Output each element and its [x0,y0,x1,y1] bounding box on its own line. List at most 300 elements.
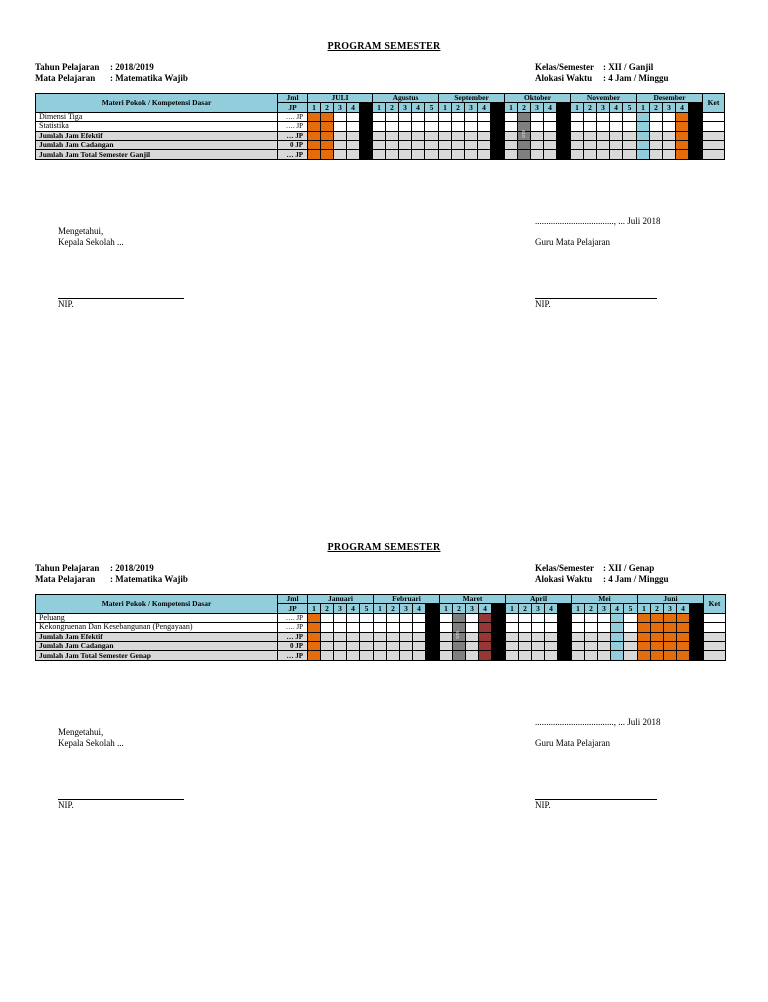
header-info-left [35,563,188,585]
summary-label: Jumlah Jam Cadangan [36,641,278,650]
week-number: 1 [571,103,584,112]
week-cell [321,632,334,641]
week-number: 5 [425,103,439,112]
week-cell [558,613,572,622]
week-cell [425,131,439,140]
week-cell [664,613,677,622]
week-cell [571,112,584,121]
week-cell [386,112,399,121]
week-cell [519,641,532,650]
jp-cell: … JP [278,150,308,159]
kepala-sekolah-text: Kepala Sekolah ... [58,237,124,247]
summary-label: Jumlah Jam Total Semester Genap [36,651,278,660]
month-header: Desember [637,94,703,103]
week-cell [425,112,439,121]
week-cell [571,131,584,140]
week-number: 2 [585,604,598,613]
week-cell [360,150,373,159]
week-cell [347,122,360,131]
week-cell [650,150,663,159]
week-number: 1 [572,604,585,613]
week-cell [505,131,518,140]
header-materi: Materi Pokok / Kompetensi Dasar [36,94,278,113]
week-cell [440,641,453,650]
week-cell [518,140,531,149]
alokasi-label: Alokasi Waktu [535,574,593,584]
week-cell [663,140,676,149]
week-cell [334,122,347,131]
week-cell [584,112,597,121]
week-number: 4 [676,103,689,112]
week-cell [308,122,321,131]
week-cell [624,641,638,650]
week-cell [308,623,321,632]
summary-label: Jumlah Jam Efektif [36,131,278,140]
week-cell [571,150,584,159]
week-cell [400,623,413,632]
week-number: 4 [412,103,425,112]
week-cell [506,632,519,641]
week-cell [597,140,610,149]
guru-text: Guru Mata Pelajaran [535,237,610,247]
week-cell [360,632,374,641]
week-cell [308,112,321,121]
week-number: 2 [452,103,465,112]
week-cell [638,641,651,650]
week-number [557,103,571,112]
week-cell [677,641,690,650]
materi-cell: Kekongruenan Dan Kesebangunan (Pengayaan) [36,623,278,632]
kelas-value: : XII / Ganjil [603,62,654,72]
week-cell [610,122,623,131]
week-cell [532,641,545,650]
week-cell [623,150,637,159]
week-cell [506,623,519,632]
week-cell [664,632,677,641]
week-cell [321,623,334,632]
week-cell [466,651,479,660]
week-cell [347,150,360,159]
header-info-left [35,62,188,84]
month-header: Oktober [505,94,571,103]
week-number: 1 [308,103,321,112]
alokasi-value: : 4 Jam / Minggu [603,574,669,584]
week-cell [584,140,597,149]
kelas-label: Kelas/Semester [535,563,594,573]
week-cell [321,613,334,622]
week-cell [664,623,677,632]
week-cell [532,623,545,632]
table-row [36,632,726,641]
week-cell [374,641,387,650]
week-cell [413,632,426,641]
week-number [426,604,440,613]
week-cell [689,131,703,140]
week-number: 4 [478,103,491,112]
week-cell [386,122,399,131]
week-cell [479,632,492,641]
week-cell [465,131,478,140]
week-cell [531,112,544,121]
week-cell [399,122,412,131]
week-cell [491,150,505,159]
week-cell [650,131,663,140]
week-cell [690,623,704,632]
week-cell [664,651,677,660]
week-cell [611,632,624,641]
week-cell [479,623,492,632]
guru-text: Guru Mata Pelajaran [535,738,610,748]
week-cell [453,613,466,622]
week-cell [374,623,387,632]
week-cell [412,112,425,121]
ket-cell [704,632,726,641]
week-cell [347,112,360,121]
week-cell [492,641,506,650]
week-cell [624,623,638,632]
week-cell [412,150,425,159]
week-cell [334,112,347,121]
week-cell [465,150,478,159]
week-cell [585,632,598,641]
week-number: 3 [531,103,544,112]
week-cell [532,632,545,641]
week-cell [519,613,532,622]
signature-line-left [58,292,184,299]
week-cell [557,122,571,131]
week-cell [544,112,557,121]
week-cell [360,623,374,632]
week-cell [598,651,611,660]
jp-cell: … JP [278,651,308,660]
ket-cell [704,651,726,660]
week-cell [545,641,558,650]
table-row [36,131,725,140]
week-cell [321,131,334,140]
week-number: 4 [544,103,557,112]
ket-cell [703,150,725,159]
week-cell [610,150,623,159]
nip-left: NIP. [58,299,74,309]
ket-cell [703,122,725,131]
week-cell [360,131,373,140]
mengetahui-text: Mengetahui, [58,727,104,737]
week-cell [360,641,374,650]
week-number: 2 [519,604,532,613]
week-number: 3 [334,604,347,613]
week-cell [623,122,637,131]
uts-vertical-label: UTS [521,130,526,138]
week-cell [558,641,572,650]
week-cell [400,613,413,622]
week-number: 2 [584,103,597,112]
week-cell [663,112,676,121]
week-cell [426,632,440,641]
week-cell [663,131,676,140]
week-cell [558,632,572,641]
week-cell [453,651,466,660]
week-cell [308,131,321,140]
week-cell [505,112,518,121]
week-cell [637,112,650,121]
month-header: Maret [440,595,506,604]
week-cell [664,641,677,650]
week-cell [571,122,584,131]
week-number: 3 [399,103,412,112]
table-row [36,140,725,149]
week-number: 1 [505,103,518,112]
week-cell [334,641,347,650]
week-cell [663,150,676,159]
week-cell [545,651,558,660]
week-cell [531,150,544,159]
week-cell [478,112,491,121]
date-line: ..................................., ... Juli 2018 [535,216,661,226]
month-header: Februari [374,595,440,604]
week-cell [584,150,597,159]
kelas-label: Kelas/Semester [535,62,594,72]
tahun-value: : 2018/2019 [110,62,154,72]
week-cell [545,623,558,632]
week-cell [425,150,439,159]
week-cell [387,613,400,622]
week-cell [334,632,347,641]
week-cell [360,613,374,622]
week-cell [623,112,637,121]
week-cell [440,632,453,641]
week-cell [374,632,387,641]
jp-cell: …. JP [278,122,308,131]
week-cell [439,131,452,140]
nip-right: NIP. [535,299,551,309]
week-cell [478,150,491,159]
week-cell [597,112,610,121]
week-cell [584,122,597,131]
schedule-table [35,594,726,661]
week-cell [597,150,610,159]
week-number: 2 [650,103,663,112]
alokasi-label: Alokasi Waktu [535,73,593,83]
week-cell [492,632,506,641]
week-cell [491,131,505,140]
week-number: 4 [479,604,492,613]
week-cell [413,623,426,632]
week-cell [387,623,400,632]
week-cell [544,150,557,159]
week-cell [544,131,557,140]
month-header: November [571,94,637,103]
week-cell [571,140,584,149]
week-number: 3 [334,103,347,112]
week-cell [597,131,610,140]
week-number: 4 [611,604,624,613]
week-cell [439,122,452,131]
week-cell [373,131,386,140]
week-cell [399,112,412,121]
week-cell [690,651,704,660]
week-cell [453,641,466,650]
mengetahui-text: Mengetahui, [58,226,104,236]
week-cell [598,613,611,622]
week-cell [557,131,571,140]
jp-cell: … JP [278,131,308,140]
week-cell [663,122,676,131]
week-cell [478,140,491,149]
week-cell [491,140,505,149]
week-cell [598,623,611,632]
header-ket: Ket [704,595,726,614]
uts-vertical-label: UTS [455,631,460,639]
week-cell [651,651,664,660]
week-cell [584,131,597,140]
week-cell [572,641,585,650]
week-number: 1 [373,103,386,112]
week-cell [650,122,663,131]
summary-label: Jumlah Jam Cadangan [36,140,278,149]
week-cell [689,140,703,149]
jp-cell: …. JP [278,623,308,632]
week-cell [544,122,557,131]
week-cell [689,112,703,121]
program-semester-genap [0,501,768,981]
week-cell [531,140,544,149]
summary-label: Jumlah Jam Total Semester Ganjil [36,150,278,159]
week-cell [505,140,518,149]
week-cell [452,150,465,159]
week-cell [610,140,623,149]
week-cell [440,623,453,632]
week-cell [387,632,400,641]
program-semester-ganjil [0,0,768,480]
week-cell [308,140,321,149]
week-cell [321,112,334,121]
week-cell [439,150,452,159]
week-cell [400,641,413,650]
week-cell [334,150,347,159]
week-cell [413,613,426,622]
nip-left: NIP. [58,800,74,810]
week-number: 3 [663,103,676,112]
week-cell [651,641,664,650]
materi-cell: Peluang [36,613,278,622]
week-cell [400,651,413,660]
week-cell [557,140,571,149]
week-cell [492,623,506,632]
week-cell [557,112,571,121]
week-cell [334,140,347,149]
ket-cell [704,641,726,650]
header-jml: Jml [278,94,308,103]
week-cell [506,613,519,622]
week-cell [374,651,387,660]
week-cell [412,122,425,131]
tahun-value: : 2018/2019 [110,563,154,573]
kepala-sekolah-text: Kepala Sekolah ... [58,738,124,748]
week-cell [651,632,664,641]
ket-cell [704,613,726,622]
week-number: 3 [597,103,610,112]
week-cell [677,632,690,641]
week-cell [360,112,373,121]
week-cell [598,632,611,641]
week-cell [308,150,321,159]
month-header: April [506,595,572,604]
week-cell [506,651,519,660]
week-cell [532,651,545,660]
page-title: PROGRAM SEMESTER [327,542,441,553]
week-cell [347,131,360,140]
week-cell [347,623,360,632]
week-cell [689,122,703,131]
week-cell [572,613,585,622]
week-cell [637,122,650,131]
week-cell [321,641,334,650]
week-cell [347,641,360,650]
month-header: Agustus [373,94,439,103]
week-cell [610,112,623,121]
materi-cell: Statistika [36,122,278,131]
week-cell [308,632,321,641]
week-number: 2 [387,604,400,613]
week-cell [491,112,505,121]
week-cell [360,651,374,660]
jp-cell: … JP [278,632,308,641]
week-cell [676,122,689,131]
week-number: 4 [347,604,360,613]
week-cell [545,632,558,641]
signature-line-right [535,793,657,800]
week-cell [426,651,440,660]
week-number [360,103,373,112]
week-cell [676,150,689,159]
week-cell [479,651,492,660]
week-cell [624,632,638,641]
ket-cell [703,112,725,121]
week-cell [373,112,386,121]
week-number: 4 [677,604,690,613]
week-cell [387,651,400,660]
week-cell [585,613,598,622]
table-row [36,651,726,660]
week-cell [373,122,386,131]
week-cell [412,131,425,140]
signature-line-left [58,793,184,800]
week-number: 3 [466,604,479,613]
week-cell [676,131,689,140]
month-header: September [439,94,505,103]
week-cell [440,651,453,660]
mapel-value: : Matematika Wajib [110,73,188,83]
week-number: 4 [545,604,558,613]
jp-cell: …. JP [278,112,308,121]
week-cell [374,613,387,622]
week-cell [597,122,610,131]
week-cell [321,140,334,149]
week-cell [650,140,663,149]
week-cell [676,112,689,121]
table-row [36,613,726,622]
week-cell [466,632,479,641]
week-cell [478,131,491,140]
header-jp: JP [278,604,308,613]
week-number: 5 [360,604,374,613]
week-cell [519,651,532,660]
week-cell [544,140,557,149]
week-cell [479,613,492,622]
week-cell [399,131,412,140]
date-line: ..................................., ... Juli 2018 [535,717,661,727]
week-cell [531,122,544,131]
